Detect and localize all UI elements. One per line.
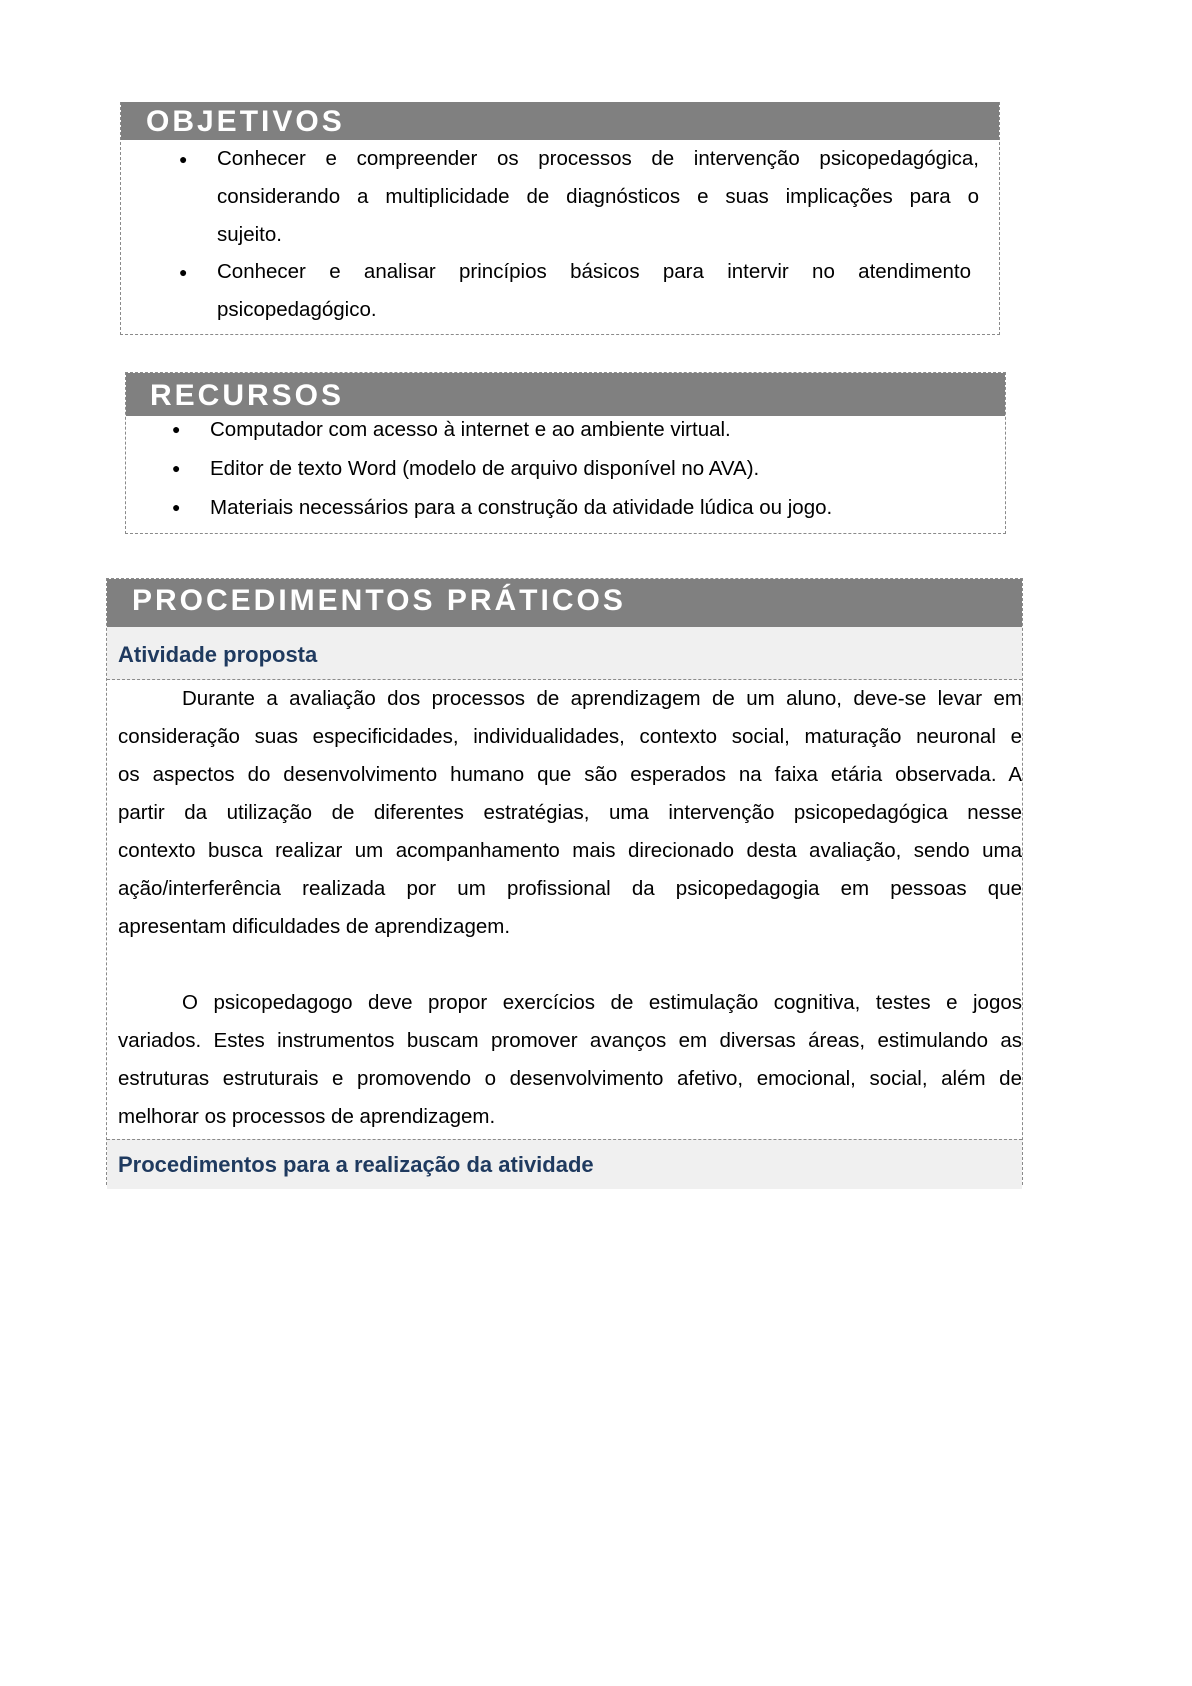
paragraph-line: melhorar os processos de aprendizagem. [118, 1105, 496, 1128]
objetivos-item-line: considerando a multiplicidade de diagnósticos e suas implicações para o [217, 185, 979, 208]
objetivos-section [120, 102, 1000, 335]
atividade-proposta-heading: Atividade proposta [107, 627, 1022, 680]
recursos-section [125, 372, 1006, 534]
procedimentos-title: PROCEDIMENTOS PRÁTICOS [107, 579, 1022, 627]
recursos-title: RECURSOS [126, 373, 1005, 416]
objetivos-item-line: psicopedagógico. [217, 298, 377, 321]
objetivos-item [121, 140, 999, 254]
bullet-icon: ● [172, 421, 181, 437]
objetivos-item-line: Conhecer e compreender os processos de intervenção psicopedagógica, [217, 147, 979, 170]
paragraph-line: os aspectos do desenvolvimento humano que são esperados na faixa etária observada. A [118, 763, 1022, 786]
paragraph-line: variados. Estes instrumentos buscam promover avanços em diversas áreas, estimulando as [118, 1029, 1022, 1052]
paragraph-line: ação/interferência realizada por um profissional da psicopedagogia em pessoas que [118, 877, 1022, 900]
objetivos-list [121, 140, 999, 329]
recursos-item [126, 449, 1005, 488]
bullet-icon: ● [172, 460, 181, 476]
recursos-item-text: Computador com acesso à internet e ao ambiente virtual. [210, 418, 731, 441]
paragraph-line: O psicopedagogo deve propor exercícios de estimulação cognitiva, testes e jogos [182, 991, 1022, 1014]
bullet-icon: ● [179, 264, 188, 280]
paragraph-line: contexto busca realizar um acompanhamento mais direcionado desta avaliação, sendo uma [118, 839, 1022, 862]
bullet-icon: ● [179, 151, 188, 167]
paragraph-line: Durante a avaliação dos processos de aprendizagem de um aluno, deve-se levar em [182, 687, 1022, 710]
paragraph-line: partir da utilização de diferentes estratégias, uma intervenção psicopedagógica nesse [118, 801, 1022, 824]
atividade-paragraph-2 [107, 984, 1022, 1136]
recursos-list [126, 410, 1005, 527]
recursos-item-text: Materiais necessários para a construção da atividade lúdica ou jogo. [210, 496, 833, 519]
procedimentos-section [106, 578, 1023, 1185]
recursos-item [126, 410, 1005, 449]
paragraph-line: estruturas estruturais e promovendo o desenvolvimento afetivo, emocional, social, além de [118, 1067, 1022, 1090]
procedimentos-realizacao-heading: Procedimentos para a realização da atividade [107, 1139, 1022, 1189]
recursos-item-text: Editor de texto Word (modelo de arquivo disponível no AVA). [210, 457, 760, 480]
objetivos-item-line: sujeito. [217, 223, 282, 246]
objetivos-item-line: Conhecer e analisar princípios básicos para intervir no atendimento [217, 260, 971, 283]
bullet-icon: ● [172, 499, 181, 515]
recursos-item [126, 488, 1005, 527]
paragraph-line: apresentam dificuldades de aprendizagem. [118, 915, 511, 938]
paragraph-line: consideração suas especificidades, individualidades, contexto social, maturação neuronal e [118, 725, 1022, 748]
atividade-paragraph-1 [107, 680, 1022, 946]
objetivos-item [121, 253, 999, 329]
objetivos-title: OBJETIVOS [121, 102, 999, 140]
